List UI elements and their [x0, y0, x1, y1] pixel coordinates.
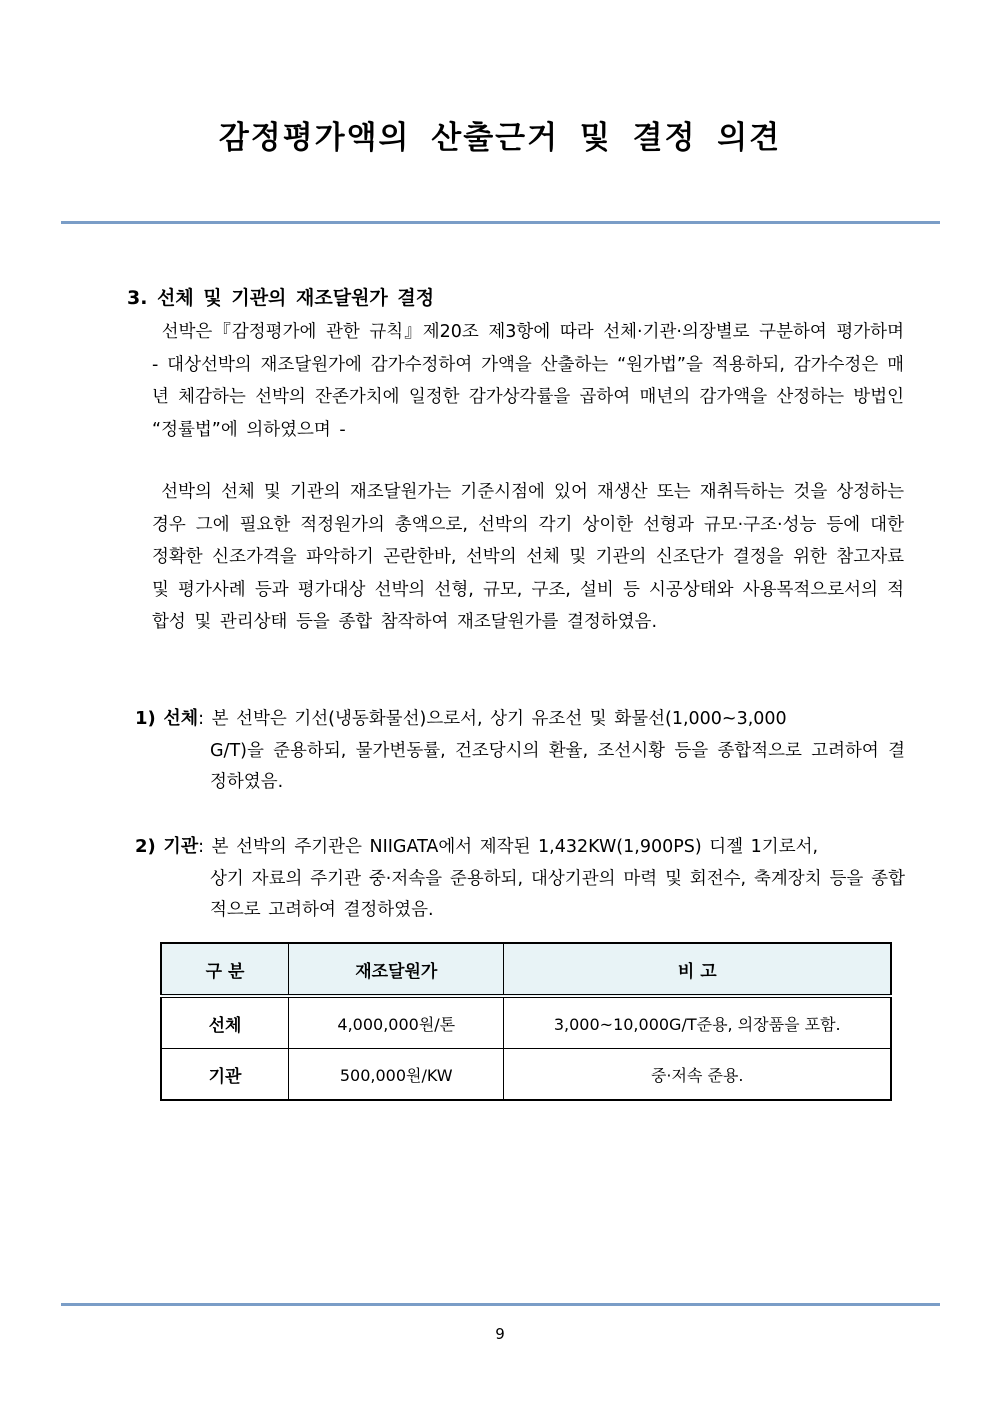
table-cell-category: 기관 [161, 1049, 289, 1101]
table-row [161, 996, 891, 1049]
footer-divider [61, 1303, 940, 1306]
item-engine-lead: 기관 [163, 836, 199, 857]
item-hull-first-text: : 본 선박은 기선(냉동화물선)으로서, 상기 유조선 및 화물선(1,000~3,000 [198, 709, 787, 729]
section-heading: 3. 선체 및 기관의 재조달원가 결정 [127, 287, 435, 309]
table-cell-remarks: 중·저속 준용. [504, 1049, 891, 1101]
item-engine-rest: 상기 자료의 주기관 중·저속을 준용하되, 대상기관의 마력 및 회전수, 축계장치 등을 종합적으로 고려하여 결정하였음. [210, 868, 905, 920]
paragraph-replacement-cost [152, 476, 904, 639]
table-cell-cost: 4,000,000원/톤 [289, 996, 504, 1049]
paragraph-replacement-cost-text: 선박의 선체 및 기관의 재조달원가는 기준시점에 있어 재생산 또는 재취득하는 것을 상정하는 경우 그에 필요한 적정원가의 총액으로, 선박의 각기 상이한 선형과 규모·구조·성능 등에 대한 정확한 신조가격을 파악하기 곤란한바, 선박의 선체 및 기관의 신조단가 결정을 위한 참고자료 및 평가사례 등과 평가대상 선박의 선형, 규모, 구조, 설비 등 시공상태와 사용목적으로서의 적합성 및 관리상태 등을 종합 참작하여 재조달원가를 결정하였음. [152, 482, 904, 632]
header-divider [61, 221, 940, 224]
table-header-row [161, 943, 891, 996]
table-header-remarks: 비 고 [504, 943, 891, 996]
table-cell-cost: 500,000원/KW [289, 1049, 504, 1101]
paragraph-method [152, 316, 904, 446]
table-header-category: 구 분 [161, 943, 289, 996]
replacement-cost-table [160, 942, 892, 1101]
item-hull [135, 703, 905, 799]
paragraph-method-text: 선박은『감정평가에 관한 규칙』제20조 제3항에 따라 선체·기관·의장별로 구분하여 평가하며 - 대상선박의 재조달원가에 감가수정하여 가액을 산출하는 “원가법”을 적용하되, 감가수정은 매년 체감하는 선박의 잔존가치에 일정한 감가상각률을 곱하여 매년의 감가액을 산정하는 방법인 “정률법”에 의하였으며 - [152, 322, 904, 440]
item-engine-first-line [135, 831, 905, 864]
item-hull-number: 1) [135, 708, 156, 729]
item-hull-first-line [135, 703, 905, 736]
item-engine-first-text: : 본 선박의 주기관은 NIIGATA에서 제작된 1,432KW(1,900PS) 디젤 1기로서, [198, 837, 819, 857]
table-cell-category: 선체 [161, 996, 289, 1049]
page-title: 감정평가액의 산출근거 및 결정 의견 [218, 120, 782, 156]
item-engine-number: 2) [135, 836, 156, 857]
page-number: 9 [495, 1325, 505, 1343]
item-engine [135, 831, 905, 927]
table-header-cost: 재조달원가 [289, 943, 504, 996]
table-cell-remarks: 3,000~10,000G/T준용, 의장품을 포함. [504, 996, 891, 1049]
item-hull-rest: G/T)을 준용하되, 물가변동률, 건조당시의 환율, 조선시황 등을 종합적으로 고려하여 결정하였음. [210, 740, 905, 792]
item-hull-lead: 선체 [163, 708, 199, 729]
table-row [161, 1049, 891, 1101]
